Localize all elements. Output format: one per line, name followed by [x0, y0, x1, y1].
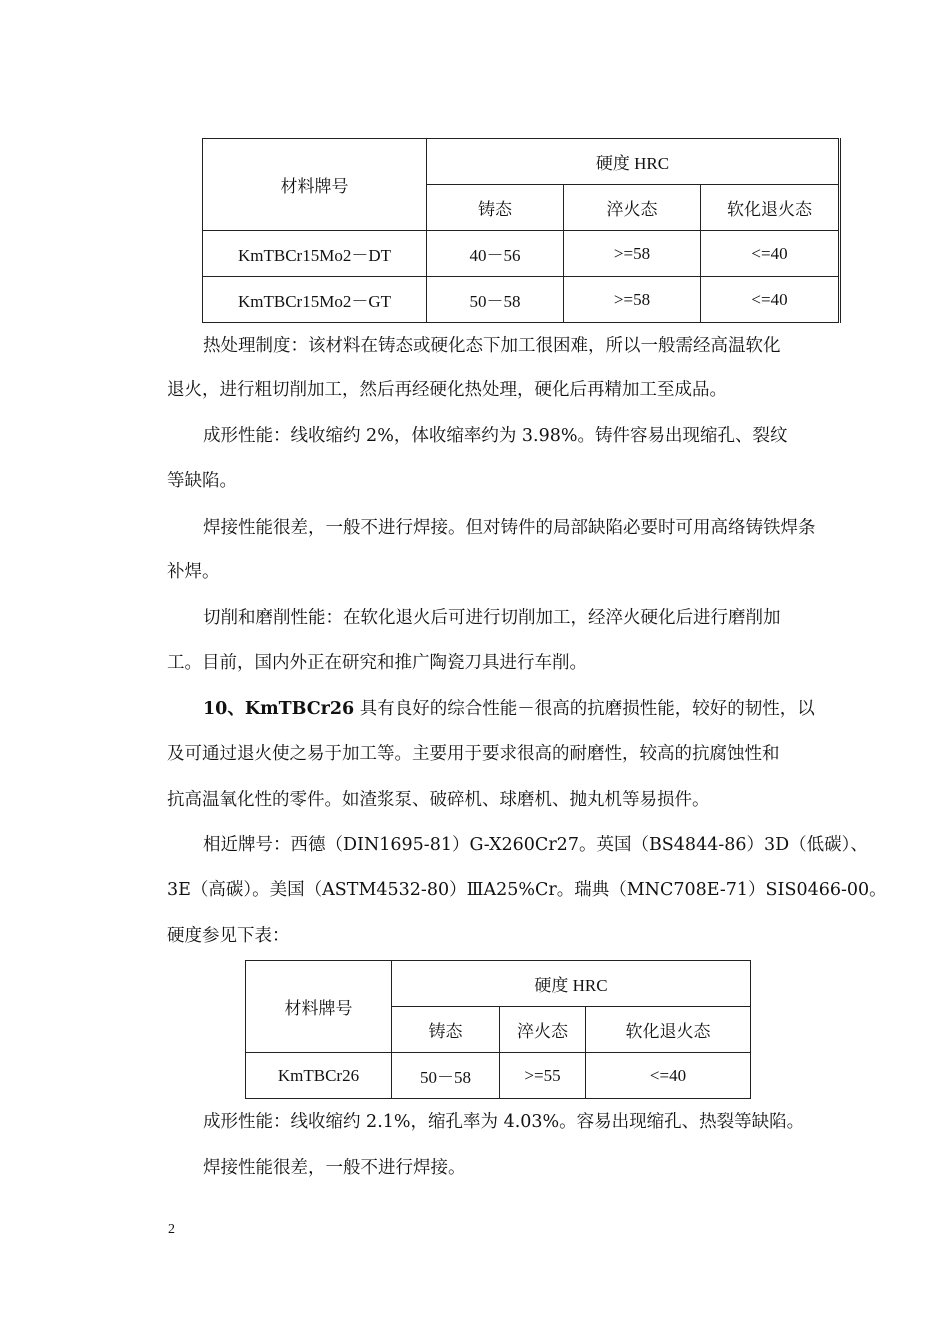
subheader-annealed: 软化退火态 — [701, 185, 840, 231]
forming2-line: 成形性能：线收缩约 2.1%，缩孔率为 4.03%。容易出现缩孔、热裂等缺陷。 — [203, 1112, 805, 1132]
cast-cell: 40－56 — [427, 231, 564, 277]
quenched-cell: >=58 — [564, 277, 701, 323]
similar-grades-line-1: 相近牌号：西德（DIN1695-81）G-X260Cr27。英国（BS4844-86）3D（低碳）、 — [203, 835, 868, 855]
table-row — [203, 277, 840, 323]
header-material-cell: 材料牌号 — [203, 139, 427, 231]
section-10-line-3: 抗高温氧化性的零件。如渣浆泵、破碎机、球磨机、抛丸机等易损件。 — [167, 790, 710, 810]
table-row — [246, 1053, 751, 1099]
subheader-annealed: 软化退火态 — [586, 1007, 751, 1053]
page-number: 2 — [168, 1222, 175, 1237]
cast-cell: 50－58 — [427, 277, 564, 323]
subheader-quenched: 淬火态 — [500, 1007, 586, 1053]
heat-treatment-line-2: 退火，进行粗切削加工，然后再经硬化热处理，硬化后再精加工至成品。 — [167, 380, 727, 400]
welding2-line: 焊接性能很差，一般不进行焊接。 — [203, 1158, 466, 1178]
subheader-cast: 铸态 — [392, 1007, 500, 1053]
forming-line-1: 成形性能：线收缩约 2%，体收缩率约为 3.98%。铸件容易出现缩孔、裂纹 — [203, 426, 788, 446]
annealed-cell: <=40 — [586, 1053, 751, 1099]
cast-cell: 50－58 — [392, 1053, 500, 1099]
material-cell: KmTBCr15Mo2－DT — [203, 231, 427, 277]
material-cell: KmTBCr26 — [246, 1053, 392, 1099]
section-10-text: 具有良好的综合性能－很高的抗磨损性能，较好的韧性，以 — [354, 699, 815, 719]
subheader-quenched: 淬火态 — [564, 185, 701, 231]
cutting-line-2: 工。目前，国内外正在研究和推广陶瓷刀具进行车削。 — [167, 653, 587, 673]
section-10-line-1 — [203, 697, 815, 721]
similar-grades-line-2: 3E（高碳）。美国（ASTM4532-80）ⅢA25%Cr。瑞典（MNC708E-71）SIS0466-00。 — [167, 880, 887, 900]
table-row — [203, 231, 840, 277]
forming-line-2: 等缺陷。 — [167, 471, 237, 491]
section-10-heading: 10、KmTBCr26 — [203, 699, 355, 719]
header-hardness-cell: 硬度 HRC — [392, 961, 751, 1007]
welding-line-1: 焊接性能很差，一般不进行焊接。但对铸件的局部缺陷必要时可用高络铸铁焊条 — [203, 518, 816, 538]
quenched-cell: >=55 — [500, 1053, 586, 1099]
subheader-cast: 铸态 — [427, 185, 564, 231]
similar-grades-line-3: 硬度参见下表： — [167, 926, 290, 946]
welding-line-2: 补焊。 — [167, 562, 220, 582]
header-hardness-cell: 硬度 HRC — [427, 139, 840, 185]
heat-treatment-line-1: 热处理制度：该材料在铸态或硬化态下加工很困难，所以一般需经高温软化 — [203, 336, 781, 356]
quenched-cell: >=58 — [564, 231, 701, 277]
annealed-cell: <=40 — [701, 277, 840, 323]
hardness-table-1 — [202, 138, 841, 323]
material-cell: KmTBCr15Mo2－GT — [203, 277, 427, 323]
header-material-cell: 材料牌号 — [246, 961, 392, 1053]
section-10-line-2: 及可通过退火使之易于加工等。主要用于要求很高的耐磨性，较高的抗腐蚀性和 — [167, 744, 780, 764]
annealed-cell: <=40 — [701, 231, 840, 277]
cutting-line-1: 切削和磨削性能：在软化退火后可进行切削加工，经淬火硬化后进行磨削加 — [203, 608, 781, 628]
hardness-table-2 — [245, 960, 751, 1099]
